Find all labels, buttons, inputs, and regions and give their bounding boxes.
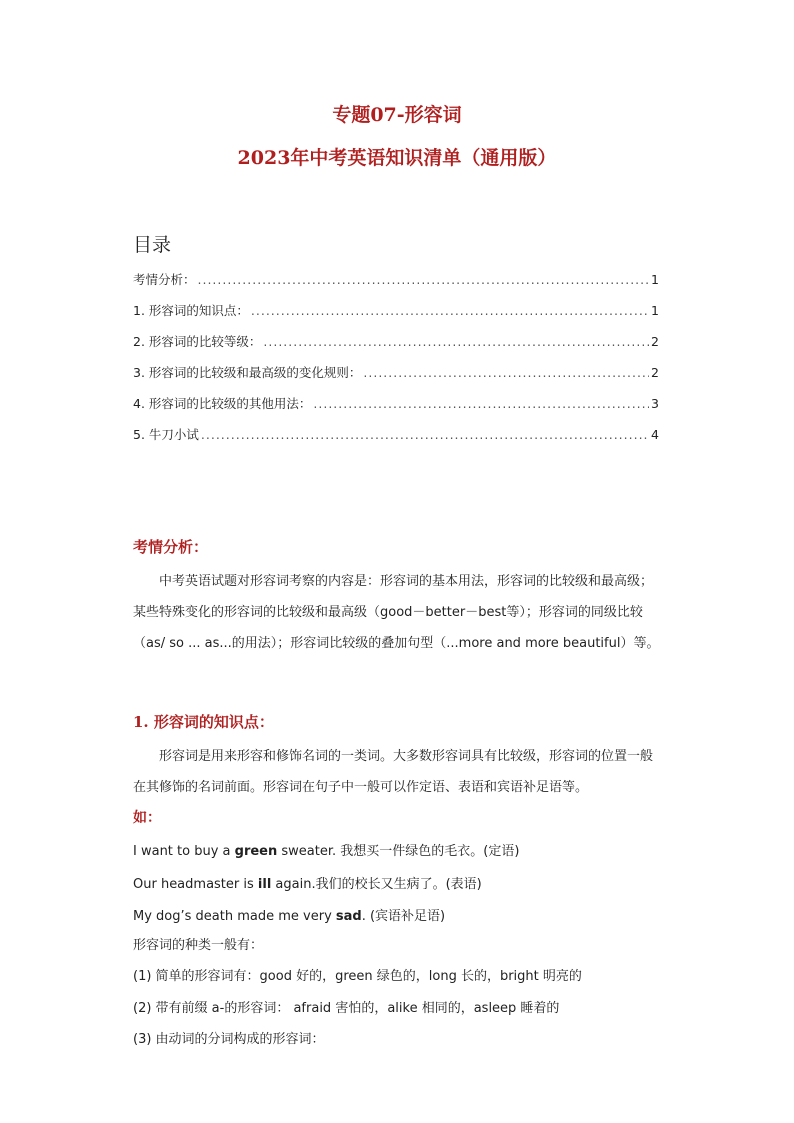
example-text: Our headmaster is bbox=[133, 877, 258, 892]
toc-item-label: 5. 牛刀小试 bbox=[133, 427, 199, 442]
toc-leader-dots bbox=[363, 365, 649, 380]
example-keyword: sad bbox=[335, 909, 362, 924]
analysis-text: 中考英语试题对形容词考察的内容是：形容词的基本用法，形容词的比较级和最高级；某些特殊变化的形容词的比较级和最高级（good－better－best等）；形容词的同级比较（as/ so ... as...的用法）；形容词比较级的叠加句型（...more and more beautiful）等。 bbox=[133, 574, 660, 651]
document-title: 专题07-形容词 bbox=[332, 104, 462, 126]
toc-leader-dots bbox=[198, 272, 650, 287]
toc-item-label: 2. 形容词的比较等级： bbox=[133, 334, 262, 349]
toc-item-label: 考情分析： bbox=[133, 272, 196, 287]
example-text: My dog’s death made me very bbox=[133, 909, 336, 924]
toc-item-page: 2 bbox=[651, 334, 659, 349]
example-sentence bbox=[133, 905, 445, 924]
example-text: sweater. 我想买一件绿色的毛衣。(定语) bbox=[277, 844, 520, 859]
example-keyword: green bbox=[234, 844, 278, 859]
types-intro: 形容词的种类一般有： bbox=[133, 938, 264, 953]
example-text: . (宾语补足语) bbox=[361, 909, 446, 924]
toc-item-label: 3. 形容词的比较级和最高级的变化规则： bbox=[133, 365, 362, 380]
analysis-paragraph bbox=[133, 566, 663, 659]
toc-item-page: 4 bbox=[651, 427, 659, 442]
toc-leader-dots bbox=[263, 334, 649, 349]
toc-item-label: 1. 形容词的知识点： bbox=[133, 303, 249, 318]
type-item: (3) 由动词的分词构成的形容词： bbox=[133, 1032, 325, 1047]
toc-item[interactable] bbox=[133, 332, 659, 363]
toc-leader-dots bbox=[251, 303, 649, 318]
toc-heading: 目录 bbox=[133, 234, 172, 256]
toc-item-page: 1 bbox=[651, 303, 659, 318]
type-item: (1) 简单的形容词有：good 好的，green 绿色的，long 长的，bright 明亮的 bbox=[133, 969, 582, 984]
example-sentence bbox=[133, 840, 519, 859]
toc-item-page: 3 bbox=[651, 396, 659, 411]
toc-leader-dots bbox=[313, 396, 649, 411]
toc-item[interactable] bbox=[133, 301, 659, 332]
section-1-heading: 1. 形容词的知识点： bbox=[133, 713, 274, 731]
example-text: I want to buy a bbox=[133, 844, 235, 859]
example-sentence bbox=[133, 873, 482, 892]
example-label: 如： bbox=[133, 810, 161, 826]
analysis-heading: 考情分析： bbox=[133, 538, 209, 556]
example-keyword: ill bbox=[257, 877, 272, 892]
toc-item[interactable] bbox=[133, 363, 659, 394]
toc-item[interactable] bbox=[133, 394, 659, 425]
toc-item-page: 1 bbox=[651, 272, 659, 287]
section-1-text: 形容词是用来形容和修饰名词的一类词。大多数形容词具有比较级，形容词的位置一般在其修饰的名词前面。形容词在句子中一般可以作定语、表语和宾语补足语等。 bbox=[133, 749, 654, 795]
toc-item[interactable] bbox=[133, 425, 659, 456]
toc-item[interactable] bbox=[133, 270, 659, 301]
document-subtitle: 2023年中考英语知识清单（通用版） bbox=[237, 147, 557, 169]
example-text: again.我们的校长又生病了。(表语) bbox=[271, 877, 482, 892]
toc-leader-dots bbox=[201, 427, 649, 442]
section-1-paragraph bbox=[133, 741, 663, 803]
type-item: (2) 带有前缀 a-的形容词： afraid 害怕的，alike 相同的，asleep 睡着的 bbox=[133, 1001, 560, 1016]
toc-item-page: 2 bbox=[651, 365, 659, 380]
toc-item-label: 4. 形容词的比较级的其他用法： bbox=[133, 396, 312, 411]
table-of-contents bbox=[133, 270, 659, 456]
